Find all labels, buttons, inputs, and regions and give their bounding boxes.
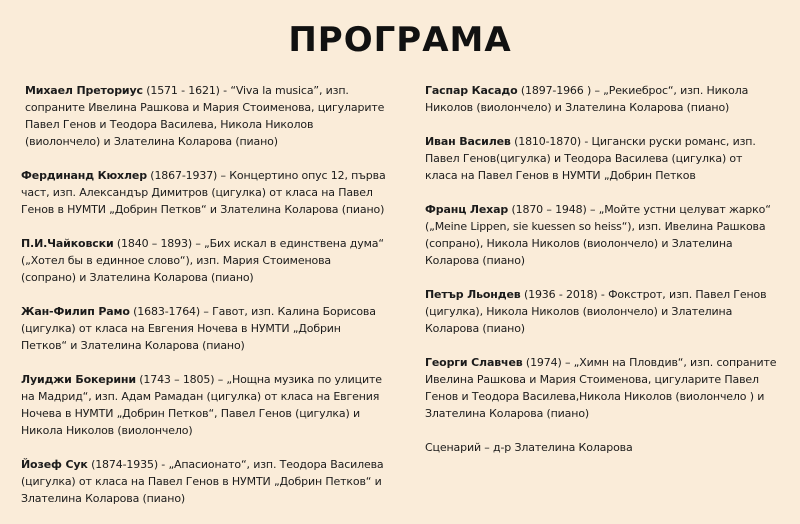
composer-name: Жан-Филип Рамо (21, 305, 130, 318)
composer-name: Фердинанд Кюхлер (21, 169, 147, 182)
composer-name: Йозеф Сук (21, 458, 88, 471)
program-entry (21, 167, 389, 218)
entry-details: (1974) – „Химн на Пловдив“, изп. сопраните Ивелина Рашкова и Мария Стоименова, цигуларите Павел Генов и Теодора Василева,Никола Николов (виолончело ) и Злателина Коларова (пиано) (425, 356, 777, 420)
entry-details: (1840 – 1893) – „Бих искал в единствена дума“ („Хотел бы в единное слово“), изп. Мария Стоименова (сопрано) и Злателина Коларова (пиано) (21, 237, 384, 284)
composer-name: Михаел Преториус (25, 84, 143, 97)
composer-name: Луиджи Бокерини (21, 373, 136, 386)
entry-details: (1743 – 1805) – „Нощна музика по улиците на Мадрид“, изп. Адам Рамадан (цигулка) от класа на Евгения Ночева в НУМТИ „Добрин Петков“, Павел Генов (цигулка) и Никола Николов (виолончело) (21, 373, 382, 437)
entry-details: (1867-1937) – Концертино опус 12, първа част, изп. Александър Димитров (цигулка) от класа на Павел Генов в НУМТИ „Добрин Петков“ и Злателина Коларова (пиано) (21, 169, 386, 216)
composer-name: Гаспар Касадо (425, 84, 518, 97)
program-left-column (21, 82, 389, 524)
program-entry (21, 371, 389, 439)
composer-name: Иван Василев (425, 135, 511, 148)
composer-name: Франц Лехар (425, 203, 509, 216)
entry-details: (1683-1764) – Гавот, изп. Калина Борисова (цигулка) от класа на Евгения Ночева в НУМТИ „Добрин Петков“ и Злателина Коларова (пиано) (21, 305, 376, 352)
program-right-column (425, 82, 777, 473)
composer-name: Петър Льондев (425, 288, 521, 301)
entry-details: (1870 – 1948) – „Мойте устни целуват жарко“ („Meine Lippen, sie kuessen so heiss“), изп. Ивелина Рашкова (сопрано), Никола Николов (виолончело) и Злателина Коларова (пиано) (425, 203, 771, 267)
entry-details: (1897-1966 ) – „Рекиеброс“, изп. Никола Николов (виолончело) и Злателина Коларова (пиано) (425, 84, 749, 114)
entry-details: (1810-1870) - Цигански руски романс, изп. Павел Генов(цигулка) и Теодора Василева (цигулка) от класа на Павел Генов в НУМТИ „Добрин Петков (425, 135, 756, 182)
program-entry (425, 354, 777, 422)
program-entry (21, 303, 389, 354)
page-title: ПРОГРАМА (288, 20, 512, 60)
script-credit: Сценарий – д-р Злателина Коларова (425, 441, 633, 454)
program-entry (425, 133, 777, 184)
program-entry (21, 235, 389, 286)
composer-name: П.И.Чайковски (21, 237, 114, 250)
program-entry (425, 201, 777, 269)
entry-details: (1571 - 1621) - “Viva la musica”, изп. сопраните Ивелина Рашкова и Мария Стоименова, цигуларите Павел Генов и Теодора Василева, Никола Николов (виолончело) и Злателина Коларова (пиано) (25, 84, 385, 148)
entry-details: (1936 - 2018) - Фокстрот, изп. Павел Генов (цигулка), Никола Николов (виолончело) и Злателина Коларова (пиано) (425, 288, 767, 335)
entry-details: (1874-1935) - „Апасионато“, изп. Теодора Василева (цигулка) от класа на Павел Генов в НУМТИ „Добрин Петков“ и Злателина Коларова (пиано) (21, 458, 384, 505)
program-entry (21, 82, 389, 150)
composer-name: Георги Славчев (425, 356, 523, 369)
program-entry (425, 82, 777, 116)
program-entry (21, 456, 389, 507)
program-entry (425, 286, 777, 337)
